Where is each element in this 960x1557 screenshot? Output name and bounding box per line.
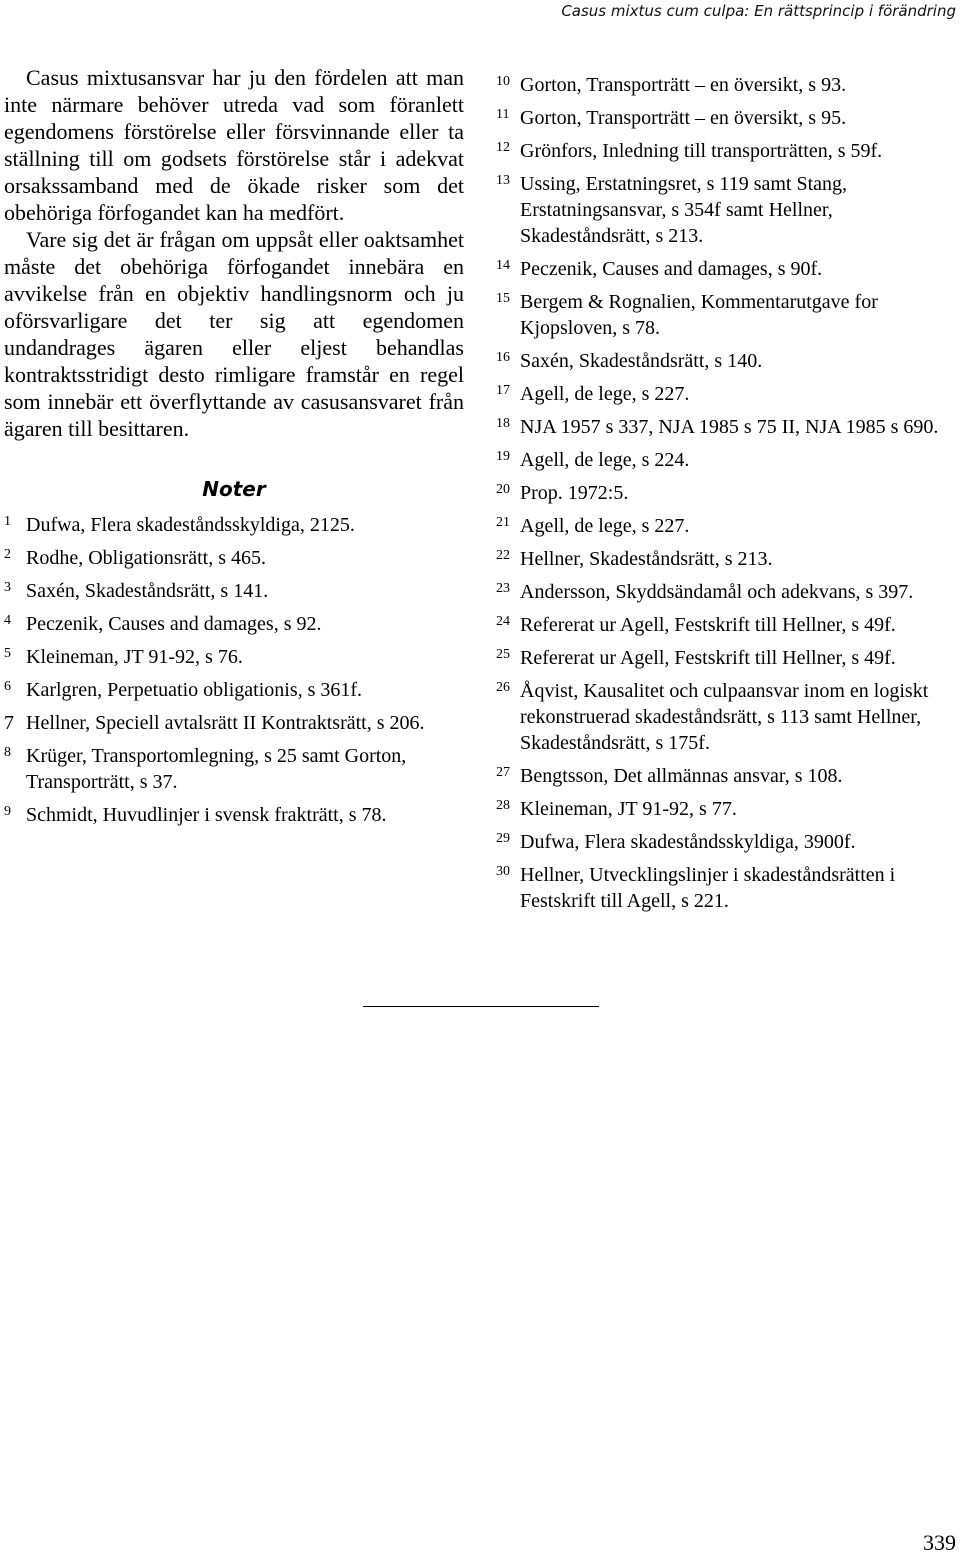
footnote-number: 6: [4, 679, 11, 694]
footnote-text: Ussing, Erstatningsret, s 119 samt Stang, Erstatningsansvar, s 354f samt Hellner, Skadeståndsrätt, s 213.: [520, 173, 848, 247]
right-column: [496, 72, 958, 921]
footnote: [496, 447, 958, 473]
footnote-text: Gorton, Transporträtt – en översikt, s 95.: [520, 107, 847, 129]
footnote-text: Saxén, Skadeståndsrätt, s 141.: [26, 580, 269, 602]
footnote-text: Agell, de lege, s 227.: [520, 383, 690, 405]
footnote-number: 10: [496, 74, 510, 89]
footnote: [4, 512, 464, 538]
footnote-number: 12: [496, 140, 510, 155]
footnote-number: 8: [4, 745, 11, 760]
footnote-number: 24: [496, 614, 510, 629]
footnote-text: Hellner, Utvecklingslinjer i skadeståndsrätten i Festskrift till Agell, s 221.: [520, 864, 896, 912]
footnote-text: Bengtsson, Det allmännas ansvar, s 108.: [520, 765, 843, 787]
footnote: [496, 829, 958, 855]
footnote-number: 16: [496, 350, 510, 365]
footnote-number: 4: [4, 613, 11, 628]
footnote-number: 28: [496, 798, 510, 813]
footnote-text: Grönfors, Inledning till transporträtten, s 59f.: [520, 140, 883, 162]
footnote-number: 18: [496, 416, 510, 431]
footnote: [4, 644, 464, 670]
footnote: [4, 677, 464, 703]
footnote-number: 19: [496, 449, 510, 464]
footnote: [496, 796, 958, 822]
footnote-number: 15: [496, 291, 510, 306]
footnote-text: Gorton, Transporträtt – en översikt, s 93.: [520, 74, 847, 96]
body-paragraph: Casus mixtusansvar har ju den fördelen att man inte närmare behöver utreda vad som föranlett egendomens förstörelse eller försvinnande eller ta ställning till om godsets förstörelse står i adekvat orsakssamband med de ökade risker som det obehöriga förfogandet kan ha medfört.: [4, 65, 464, 225]
running-header: Casus mixtus cum culpa: En rättsprincip i förändring: [561, 2, 956, 20]
footnote-number: 13: [496, 173, 510, 188]
footnote-number: 14: [496, 258, 510, 273]
footnote: [496, 763, 958, 789]
footnote-text: Rodhe, Obligationsrätt, s 465.: [26, 547, 266, 569]
footnote-text: Åqvist, Kausalitet och culpaansvar inom en logiskt rekonstruerad skadeståndsrätt, s 113 samt Hellner, Skadeståndsrätt, s 175f.: [520, 680, 929, 754]
footnote-text: Saxén, Skadeståndsrätt, s 140.: [520, 350, 763, 372]
footnote-text: Andersson, Skyddsändamål och adekvans, s 397.: [520, 581, 914, 603]
footnote: [496, 612, 958, 638]
footnote-text: Refererat ur Agell, Festskrift till Hellner, s 49f.: [520, 614, 896, 636]
footnote: [496, 862, 958, 914]
footnote-text: Agell, de lege, s 224.: [520, 449, 690, 471]
footnote: [4, 743, 464, 795]
footnote: [4, 802, 464, 828]
footnote: [496, 289, 958, 341]
footnote: [496, 579, 958, 605]
notes-list-left: [4, 512, 464, 828]
footnote-number: 9: [4, 804, 11, 819]
footnote-text: Hellner, Skadeståndsrätt, s 213.: [520, 548, 773, 570]
footnote: [496, 414, 958, 440]
footnote-text: Hellner, Speciell avtalsrätt II Kontraktsrätt, s 206.: [26, 712, 425, 734]
footnote-number: 17: [496, 383, 510, 398]
footnote-text: Refererat ur Agell, Festskrift till Hellner, s 49f.: [520, 647, 896, 669]
footnote-number: 7: [4, 712, 14, 734]
footnote-text: Peczenik, Causes and damages, s 90f.: [520, 258, 823, 280]
footnote-number: 25: [496, 647, 510, 662]
footnote-text: Krüger, Transportomlegning, s 25 samt Gorton, Transporträtt, s 37.: [26, 745, 407, 793]
footnote: [496, 348, 958, 374]
footnote-text: Dufwa, Flera skadeståndsskyldiga, 3900f.: [520, 831, 856, 853]
footnote: [496, 105, 958, 131]
footnote-number: 5: [4, 646, 11, 661]
footnote: [4, 545, 464, 571]
footnote: [4, 578, 464, 604]
footnote: [496, 72, 958, 98]
notes-heading: Noter: [202, 477, 266, 501]
footnote-text: Schmidt, Huvudlinjer i svensk frakträtt, s 78.: [26, 804, 387, 826]
footnote-number: 20: [496, 482, 510, 497]
body-paragraph: Vare sig det är frågan om uppsåt eller oaktsamhet måste det obehöriga förfogandet innebära en avvikelse från en objektiv handlingsnorm och ju oförsvarligare det ter sig att egendomen undandrages ägaren eller eljest behandlas kontraktsstridigt desto rimligare framstår en regel som innebär ett överflyttande av casusansvaret från ägaren till besittaren.: [4, 227, 464, 441]
body-text: [4, 64, 464, 442]
footnote-text: Kleineman, JT 91-92, s 76.: [26, 646, 243, 668]
footnote: [496, 546, 958, 572]
footnote: [496, 678, 958, 756]
footnote-text: Agell, de lege, s 227.: [520, 515, 690, 537]
footnote: [496, 480, 958, 506]
footnote: [496, 381, 958, 407]
footnote-number: 3: [4, 580, 11, 595]
left-column: [4, 64, 464, 835]
footnote-number: 29: [496, 831, 510, 846]
footnote-number: 26: [496, 680, 510, 695]
footnote-number: 1: [4, 514, 11, 529]
footnote-text: Prop. 1972:5.: [520, 482, 629, 504]
footnote: [496, 171, 958, 249]
footnote-number: 22: [496, 548, 510, 563]
footnote: [4, 710, 464, 736]
footnote-text: Bergem & Rognalien, Kommentarutgave for Kjopsloven, s 78.: [520, 291, 878, 339]
footnote: [4, 611, 464, 637]
notes-list-right: [496, 72, 958, 914]
footnote-number: 2: [4, 547, 11, 562]
footnote: [496, 513, 958, 539]
footnote-text: Peczenik, Causes and damages, s 92.: [26, 613, 322, 635]
footnote-number: 23: [496, 581, 510, 596]
footnote: [496, 645, 958, 671]
footnote-text: Karlgren, Perpetuatio obligationis, s 361f.: [26, 679, 363, 701]
footnote-number: 11: [496, 107, 510, 122]
footnote: [496, 138, 958, 164]
footnote-number: 27: [496, 765, 510, 780]
footnote-text: Kleineman, JT 91-92, s 77.: [520, 798, 737, 820]
footnote-text: Dufwa, Flera skadeståndsskyldiga, 2125.: [26, 514, 355, 536]
footnote: [496, 256, 958, 282]
footnote-number: 30: [496, 864, 510, 879]
separator-rule: [363, 1006, 599, 1007]
page-number: 339: [923, 1530, 956, 1555]
footnote-number: 21: [496, 515, 510, 530]
footnote-text: NJA 1957 s 337, NJA 1985 s 75 II, NJA 1985 s 690.: [520, 416, 939, 438]
